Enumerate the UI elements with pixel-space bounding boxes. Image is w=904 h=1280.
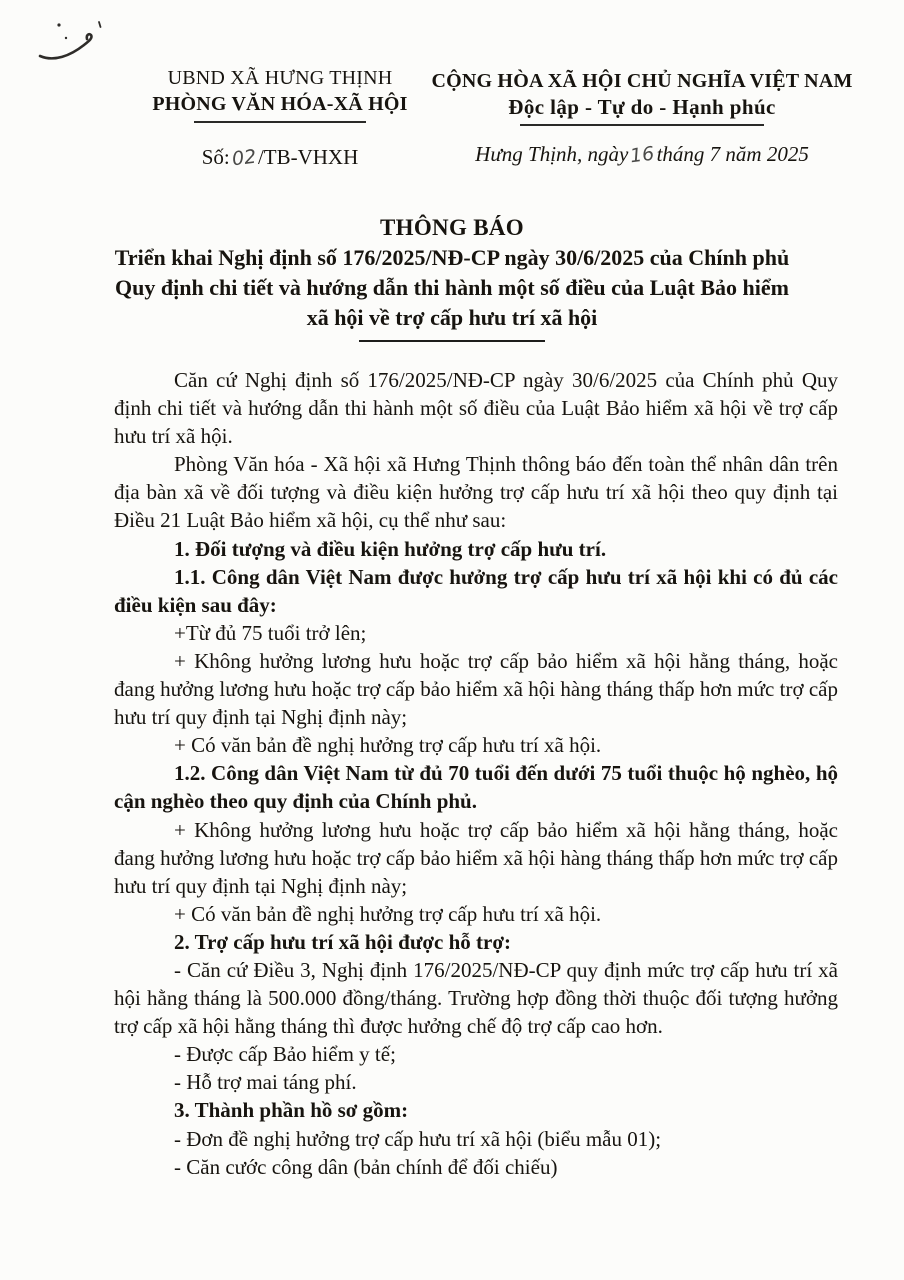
org-parent-name: UBND XÃ HƯNG THỊNH (167, 67, 393, 89)
title-line-2: Quy định chi tiết và hướng dẫn thi hành một số điều của Luật Bảo hiểm (115, 275, 789, 300)
motto-underline-rule (520, 124, 764, 126)
title-line-1: Triển khai Nghị định số 176/2025/NĐ-CP ngày 30/6/2025 của Chính phủ (114, 245, 790, 270)
condition-item-request-1: + Có văn bản đề nghị hưởng trợ cấp hưu trí xã hội. (174, 733, 602, 758)
condition-item-no-pension-1: + Không hưởng lương hưu hoặc trợ cấp bảo hiểm xã hội hằng tháng, hoặc đang hưởng lương hưu hoặc trợ cấp bảo hiểm xã hội hàng tháng thấp hơn mức trợ cấp hưu trí quy định tại Nghị định này; (114, 648, 838, 730)
org-underline-rule (194, 121, 366, 123)
benefit-item-funeral-support: - Hỗ trợ mai táng phí. (174, 1070, 357, 1095)
document-title-block (70, 213, 834, 342)
paragraph-preamble-1: Căn cứ Nghị định số 176/2025/NĐ-CP ngày 30/6/2025 của Chính phủ Quy định chi tiết và hướng dẫn thi hành một số điều của Luật Bảo hiểm xã hội về trợ cấp hưu trí xã hội. (114, 368, 838, 449)
place-date-line (430, 142, 854, 167)
document-type-heading: THÔNG BÁO (380, 215, 524, 240)
org-department-name: PHÒNG VĂN HÓA-XÃ HỘI (152, 93, 408, 115)
benefit-item-amount: - Căn cứ Điều 3, Nghị định 176/2025/NĐ-CP quy định mức trợ cấp hưu trí xã hội hằng tháng là 500.000 đồng/tháng. Trường hợp đồng thời thuộc đối tượng hưởng trợ cấp xã hội hằng tháng thì được hưởng chế độ trợ cấp cao hơn. (114, 957, 838, 1039)
dossier-item-id-card: - Căn cước công dân (bản chính để đối chiếu) (174, 1154, 558, 1179)
section-3-heading: 3. Thành phần hồ sơ gồm: (174, 1098, 409, 1123)
date-prefix: Hưng Thịnh, ngày (475, 142, 629, 166)
document-number-line (145, 145, 415, 170)
section-2-heading: 2. Trợ cấp hưu trí xã hội được hỗ trợ: (174, 929, 511, 954)
section-1-heading: 1. Đối tượng và điều kiện hưởng trợ cấp hưu trí. (174, 536, 607, 561)
benefit-item-health-insurance: - Được cấp Bảo hiểm y tế; (174, 1042, 396, 1067)
date-day-handwritten: 16 (629, 142, 656, 168)
national-name-line: CỘNG HÒA XÃ HỘI CHỦ NGHĨA VIỆT NAM (431, 70, 853, 92)
condition-item-no-pension-2: + Không hưởng lương hưu hoặc trợ cấp bảo hiểm xã hội hằng tháng, hoặc đang hưởng lương hưu hoặc trợ cấp bảo hiểm xã hội hàng tháng thấp hơn mức trợ cấp hưu trí quy định tại Nghị định này; (114, 817, 838, 898)
document-number-prefix: Số: (201, 145, 230, 169)
title-line-3: xã hội về trợ cấp hưu trí xã hội (306, 305, 598, 330)
section-1-1-heading: 1.1. Công dân Việt Nam được hưởng trợ cấp hưu trí xã hội khi có đủ các điều kiện sau đây: (114, 564, 838, 617)
pen-scribble-mark-icon (36, 14, 120, 66)
national-motto-line: Độc lập - Tự do - Hạnh phúc (508, 95, 776, 119)
condition-item-age-75: +Từ đủ 75 tuổi trở lên; (174, 620, 367, 645)
dossier-item-application-form: - Đơn đề nghị hưởng trợ cấp hưu trí xã hội (biểu mẫu 01); (174, 1126, 662, 1151)
title-underline-rule (359, 340, 545, 342)
condition-item-request-2: + Có văn bản đề nghị hưởng trợ cấp hưu trí xã hội. (174, 901, 602, 926)
issuing-org-block (145, 66, 415, 123)
date-suffix: tháng 7 năm 2025 (656, 142, 809, 166)
document-number-handwritten: 02 (230, 145, 258, 171)
document-body (114, 366, 838, 1181)
document-number-suffix: /TB-VHXH (257, 145, 359, 169)
paragraph-preamble-2: Phòng Văn hóa - Xã hội xã Hưng Thịnh thông báo đến toàn thể nhân dân trên địa bàn xã về đối tượng và điều kiện hưởng trợ cấp hưu trí xã hội theo quy định tại Điều 21 Luật Bảo hiểm xã hội, cụ thể như sau: (114, 452, 838, 533)
section-1-2-heading: 1.2. Công dân Việt Nam từ đủ 70 tuổi đến dưới 75 tuổi thuộc hộ nghèo, hộ cận nghèo theo quy định của Chính phủ. (114, 761, 838, 814)
national-header-block (430, 68, 854, 126)
